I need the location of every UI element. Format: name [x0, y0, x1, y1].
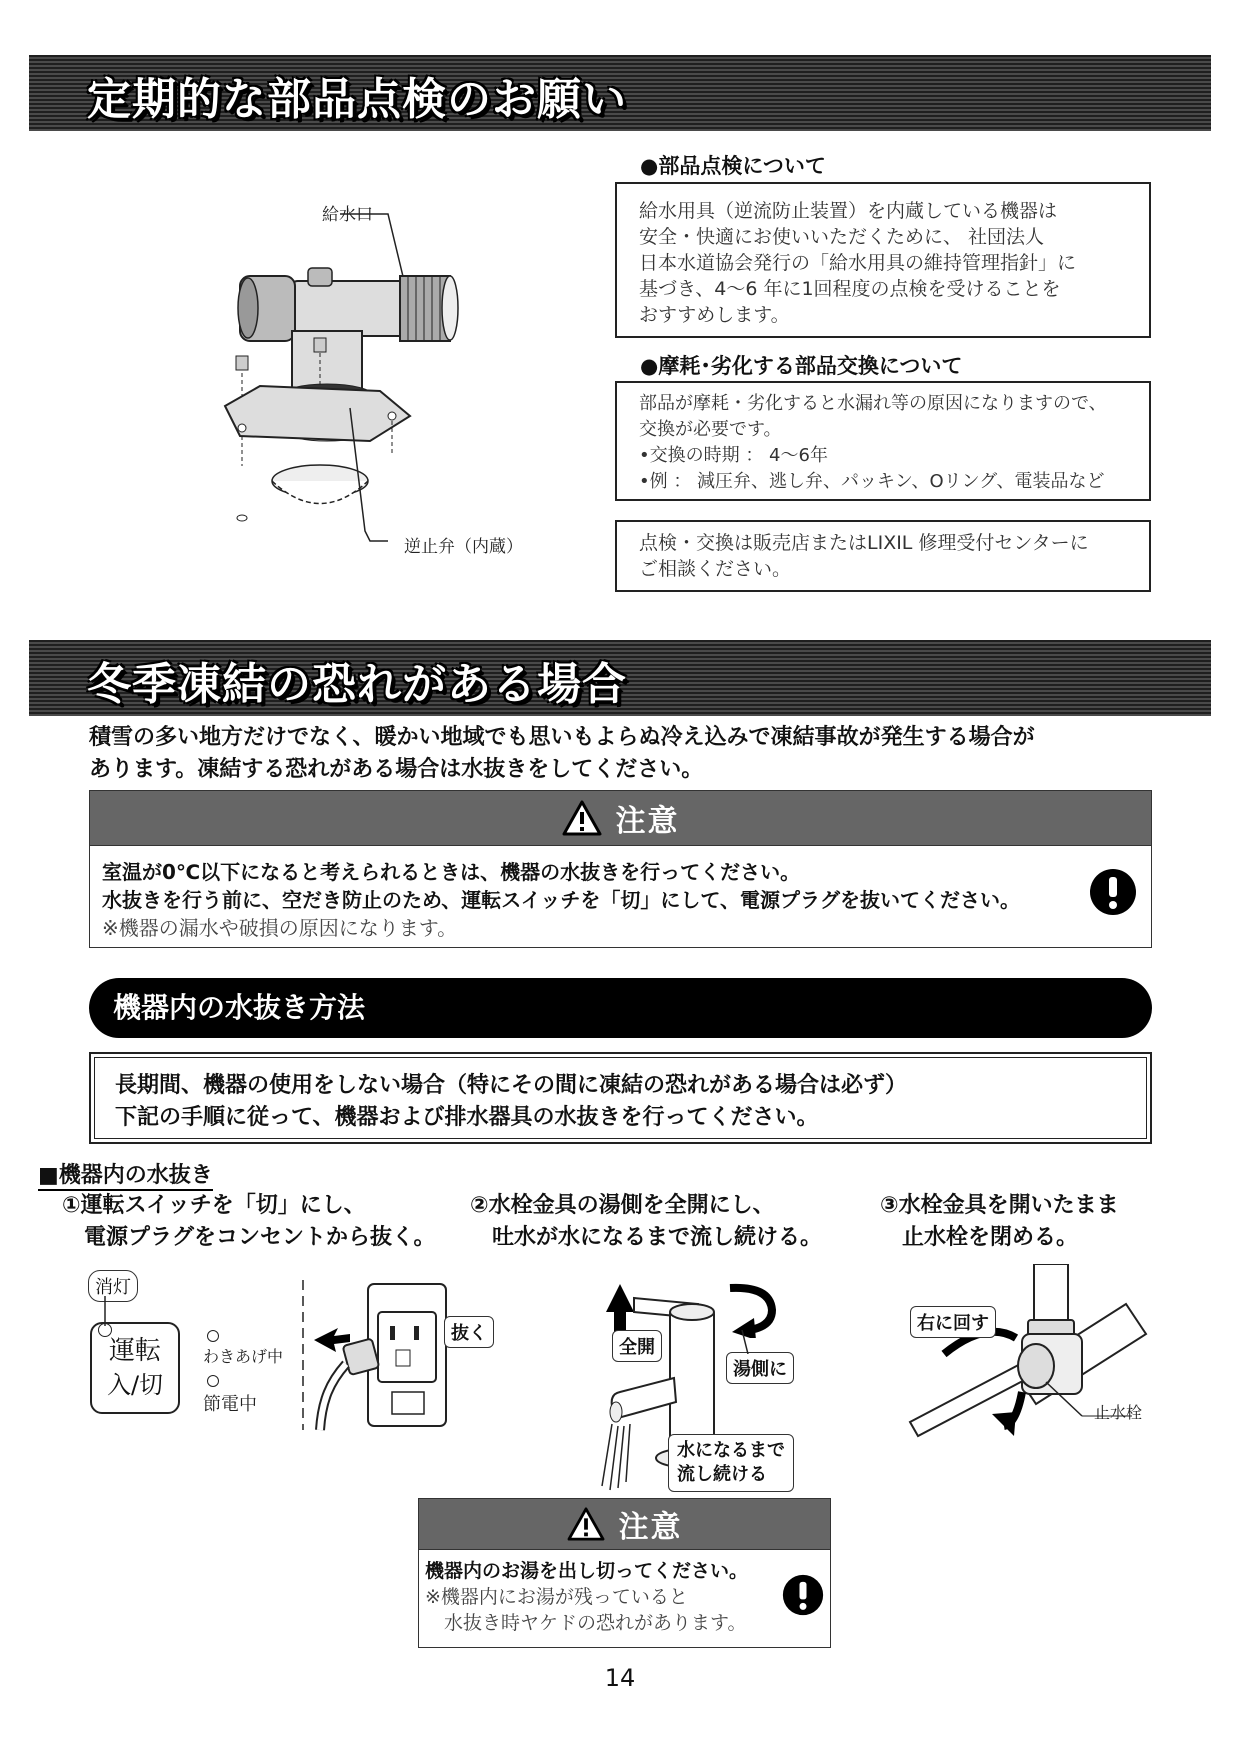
steps-heading: ■機器内の水抜き [38, 1158, 213, 1191]
caution-heading: 注意 [618, 1510, 683, 1545]
inspection-line: おすすめします。 [639, 304, 790, 326]
step-1 [62, 1190, 436, 1254]
inspection-box [615, 182, 1151, 338]
step-2 [470, 1190, 822, 1254]
intro-line: 積雪の多い地方だけでなく、暖かい地域でも思いもよらぬ冷え込みで凍結事故が発生する場合が [89, 725, 1035, 750]
caution-line: 室温が0℃以下になると考えられるときは、機器の水抜きを行ってください。 [102, 860, 801, 884]
inspection-line: 日本水道協会発行の「給水用具の維持管理指針」に [639, 252, 1077, 274]
warning-triangle-icon [562, 800, 602, 836]
caution-header [419, 1499, 830, 1550]
switch-label: 入/切 [106, 1371, 164, 1399]
light-off-callout: 消灯 [88, 1270, 138, 1302]
caution-note: 水抜き時ヤケドの恐れがあります。 [425, 1612, 747, 1634]
caution-line: 水抜きを行う前に、空だき防止のため、運転スイッチを「切」にして、電源プラグを抜いてください。 [102, 888, 1020, 912]
mandatory-action-icon [782, 1574, 824, 1616]
step-3 [880, 1190, 1119, 1254]
stop-valve-label: 止水栓 [1094, 1403, 1143, 1422]
caution-body [90, 846, 1151, 954]
hot-side-callout: 湯側に [726, 1352, 794, 1384]
divider-dashed [298, 1280, 308, 1430]
step-line: 電源プラグをコンセントから抜く。 [62, 1225, 436, 1250]
outlet-plug-illustration [310, 1282, 450, 1432]
section-header-inspection [29, 55, 1211, 131]
step-line: ③水栓金具を開いたまま [880, 1193, 1119, 1218]
step-line: 吐水が水になるまで流し続ける。 [470, 1225, 823, 1250]
notice-line: 長期間、機器の使用をしない場合（特にその間に凍結の恐れがある場合は必ず） [115, 1073, 908, 1098]
inlet-label: 給水口 [322, 205, 373, 225]
caution-heading: 注意 [615, 804, 680, 839]
notice-line: 下記の手順に従って、機器および排水器具の水抜きを行ってください。 [115, 1105, 819, 1130]
callout-line: 水になるまで [677, 1440, 785, 1461]
section-title: 定期的な部品点検のお願い [87, 74, 627, 125]
replacement-line: •交換の時期 ： 4〜6年 [639, 445, 828, 466]
full-open-callout: 全開 [612, 1330, 662, 1362]
pull-callout: 抜く [444, 1316, 494, 1348]
drain-method-title: 機器内の水抜き方法 [89, 978, 1152, 1038]
keep-flowing-callout [668, 1434, 794, 1492]
replacement-line: 交換が必要です。 [639, 419, 782, 440]
caution-body [419, 1550, 830, 1644]
valve-diagram [220, 196, 550, 566]
check-valve-label: 逆止弁（内蔵） [404, 537, 523, 557]
callout-line: 流し続ける [677, 1464, 767, 1485]
section-title: 冬季凍結の恐れがある場合 [87, 659, 627, 710]
step-line: ①運転スイッチを「切」にし、 [62, 1193, 366, 1218]
caution-box [89, 790, 1152, 948]
caution-note: ※機器内にお湯が残っていると [425, 1586, 688, 1608]
page-number: 14 [604, 1664, 636, 1692]
switch-label: 運転 [108, 1336, 161, 1366]
indicator-light-icon [207, 1375, 219, 1387]
callout-pointer [738, 1330, 758, 1354]
caution-note: ※機器の漏水や破損の原因になります。 [102, 916, 458, 940]
turn-right-callout: 右に回す [910, 1306, 996, 1338]
mandatory-action-icon [1089, 868, 1137, 916]
freezing-intro [89, 722, 1035, 786]
caution-header [90, 791, 1151, 846]
indicator-light-icon [207, 1330, 219, 1342]
replacement-line: •例 ： 減圧弁、逃し弁、パッキン、Oリング、電装品など [639, 471, 1105, 492]
long-term-notice [89, 1052, 1152, 1144]
step-line: ②水栓金具の湯側を全開にし、 [470, 1193, 775, 1218]
replacement-line: 部品が摩耗・劣化すると水漏れ等の原因になりますので、 [639, 393, 1107, 414]
replacement-box [615, 381, 1151, 501]
section-header-freezing [29, 640, 1211, 716]
caution-line: 機器内のお湯を出し切ってください。 [425, 1560, 749, 1582]
inspection-line: 給水用具（逆流防止装置）を内蔵している機器は [639, 200, 1058, 222]
inspection-line: 基づき、4〜6 年に1回程度の点検を受けることを [639, 278, 1061, 300]
intro-line: あります。凍結する恐れがある場合は水抜きをしてください。 [89, 757, 704, 782]
long-term-notice-inner [94, 1057, 1147, 1139]
inspection-line: 安全・快適にお使いいただくために、 社団法人 [639, 226, 1045, 248]
replacement-heading: ●摩耗･劣化する部品交換について [640, 354, 963, 378]
contact-line: ご相談ください。 [639, 558, 792, 580]
contact-line: 点検・交換は販売店またはLIXIL 修理受付センターに [639, 532, 1089, 554]
callout-pointer [100, 1296, 110, 1326]
saving-label: 節電中 [203, 1394, 257, 1415]
step-line: 止水栓を閉める。 [880, 1225, 1079, 1250]
warning-triangle-icon [567, 1507, 605, 1541]
boiling-label: わきあげ中 [203, 1347, 284, 1366]
contact-box [615, 520, 1151, 592]
rotate-arrow-icon [720, 1278, 790, 1338]
caution-box-2 [418, 1498, 831, 1648]
inspection-heading: ●部品点検について [640, 154, 826, 178]
